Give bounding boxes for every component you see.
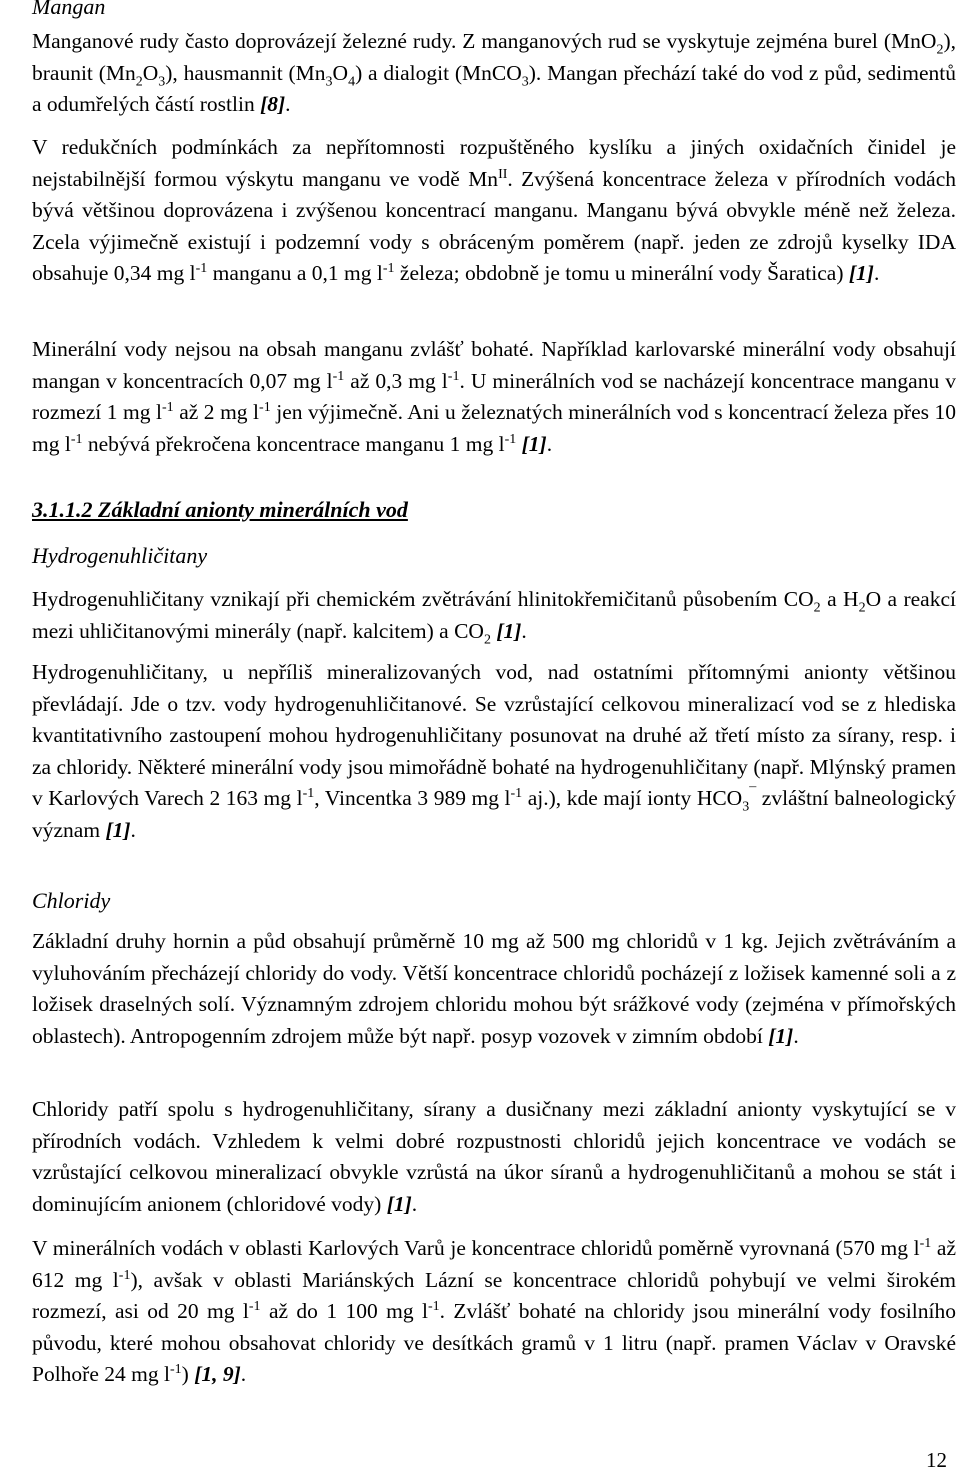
chloridy-paragraph-3: V minerálních vodách v oblasti Karlových Varů je koncentrace chloridů poměrně vyrovnaná (570 mg $l^{-1}$ až 612 mg $l^{-1}$), avšak v oblasti Mariánských Lázní se koncentrace chloridů pohybují ve velmi širokém rozmezí, asi od 20 mg $l^{-1}$ až do 1 100 mg $l^{-1}$. Zvlášť bohaté na chloridy jsou minerální vody fosilního původu, které mohou obsahovat chloridy ve desítkách gramů v 1 litru (např. pramen Václav v Oravské Polhoře 24 mg $l^{-1}$) [1, 9].	[32, 1235, 956, 1386]
chloridy-heading: Chloridy	[32, 888, 111, 913]
citation: [1]	[521, 431, 547, 456]
mangan-paragraph-2: V redukčních podmínkách za nepřítomnosti rozpuštěného kyslíku a jiných oxidačních činidel je nejstabilnější formou výskytu manganu ve vodě $Mn^{II}$. Zvýšená koncentrace železa v přírodních vodách bývá většinou doprovázena i zvýšenou koncentrací manganu. Manganu bývá obvykle méně než železa. Zcela výjimečně existují i podzemní vody s obráceným poměrem (např. jeden ze zdrojů kyselky IDA obsahuje 0,34 mg $l^{-1}$ manganu a 0,1 mg $l^{-1}$ železa; obdobně je tomu u minerální vody Šaratica) [1].	[32, 135, 956, 285]
citation: [1]	[496, 618, 522, 643]
citation: [8]	[260, 92, 286, 116]
chloridy-paragraph-2: Chloridy patří spolu s hydrogenuhličitany, sírany a dusičnany mezi základní anionty vyskytující se v přírodních vodách. Vzhledem k velmi dobré rozpustnosti chloridů jejich koncentrace ve vodách se vzrůstající celkovou mineralizací obvykle vzrůstá na úkor síranů a hydrogenuhličitanů a mohou se stát i dominujícím anionem (chloridové vody) [1].	[32, 1097, 956, 1216]
hydrogen-paragraph-1: Hydrogenuhličitany vznikají při chemickém zvětrávání hlinitokřemičitanů působením $CO_2$ a $H_2O$ a reakcí mezi uhličitanovými minerály (např. kalcitem) a $CO_2$ [1].	[32, 587, 956, 647]
citation: [1]	[105, 817, 131, 842]
hydrogen-paragraph-2: Hydrogenuhličitany, u nepříliš mineralizovaných vod, nad ostatními přítomnými anionty většinou převládají. Jde o tzv. vody hydrogenuhličitanové. Se vzrůstající celkovou mineralizací vod se z hlediska kvantitativního zastoupení mohou hydrogenuhličitany posunovat na druhé až třetí místo za sírany, resp. i za chloridy. Některé minerální vody jsou mimořádně bohaté na hydrogenuhličitany (např. Mlýnský pramen v Karlových Varech 2 163 mg $l^{-1}$, Vincentka 3 989 mg $l^{-1}$ aj.), kde mají ionty $HCO_3^¯$ zvláštní balneologický význam [1].	[32, 660, 956, 842]
citation: [1]	[386, 1191, 412, 1216]
hydrogen-heading: Hydrogenuhličitany	[32, 543, 208, 568]
page-number: 12	[926, 1448, 947, 1472]
citation: [1, 9]	[194, 1362, 241, 1386]
citation: [1]	[768, 1023, 794, 1048]
chloridy-paragraph-1: Základní druhy hornin a půd obsahují průměrně 10 mg až 500 mg chloridů v 1 kg. Jejich zvětráváním a vyluhováním přecházejí chloridy do vody. Větší koncentrace chloridů pocházejí z ložisek kamenné soli a z ložisek draselných solí. Významným zdrojem chloridu mohou být srážkové vody (zejména v přímořských oblastech). Antropogenním zdrojem může být např. posyp vozovek v zimním období [1].	[32, 929, 956, 1048]
citation: [1]	[848, 261, 874, 285]
mangan-paragraph-3: Minerální vody nejsou na obsah manganu zvlášť bohaté. Například karlovarské minerální vody obsahují mangan v koncentracích 0,07 mg $l^{-1}$ až 0,3 mg $l^{-1}$. U minerálních vod se nacházejí koncentrace manganu v rozmezí 1 mg $l^{-1}$ až 2 mg $l^{-1}$ jen výjimečně. Ani u železnatých minerálních vod s koncentrací železa přes 10 mg $l^{-1}$ nebývá překročena koncentrace manganu 1 mg $l^{-1}$ [1].	[32, 337, 956, 456]
mangan-heading: Mangan	[32, 0, 106, 19]
section-heading: 3.1.1.2 Základní anionty minerálních vod	[32, 497, 408, 522]
mangan-paragraph-1: Manganové rudy často doprovázejí železné rudy. Z manganových rud se vyskytuje zejména burel (MnO$_2$), braunit $(Mn_2O_3)$, hausmannit $(Mn_3O_4)$ a dialogit (MnCO$_3$). Mangan přechází také do vod z půd, sedimentů a odumřelých částí rostlin [8].	[32, 29, 956, 116]
